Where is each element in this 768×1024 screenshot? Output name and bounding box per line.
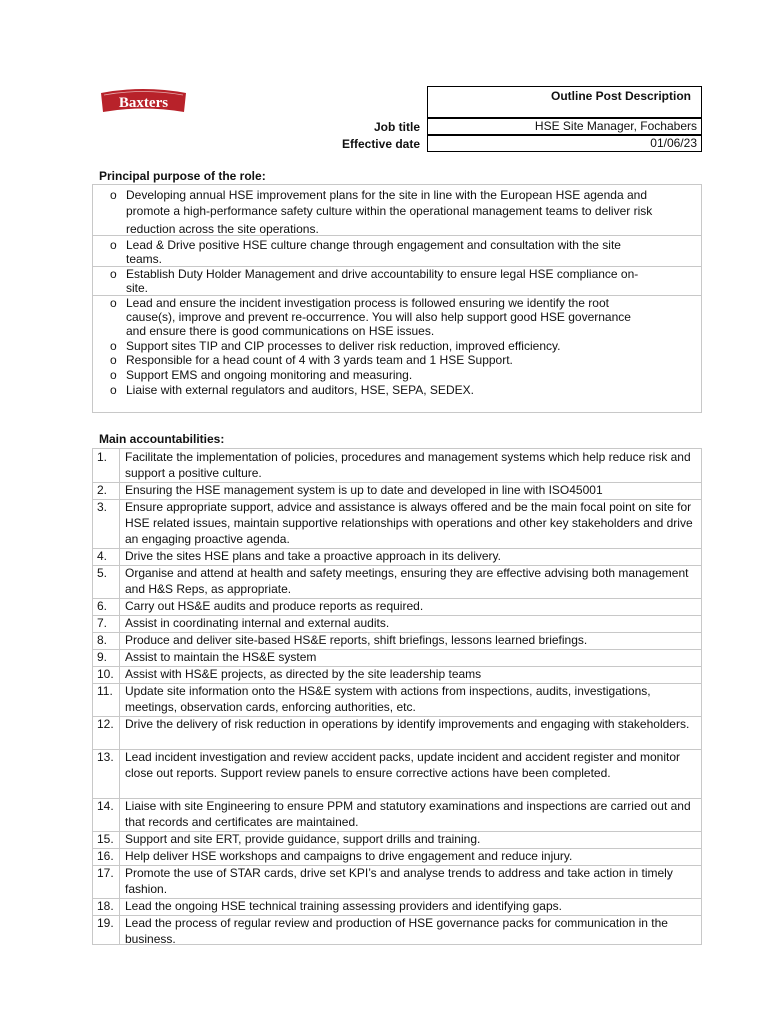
accountability-row xyxy=(93,865,701,899)
accountability-text: Organise and attend at health and safety meetings, ensuring they are effective advising both management and H&S Reps, as appropriate. xyxy=(125,566,689,596)
purpose-item xyxy=(93,235,701,267)
bullet-marker: o xyxy=(110,368,117,382)
accountability-text: Promote the use of STAR cards, drive set KPI’s and analyse trends to address and take action in timely fashion. xyxy=(125,866,673,896)
accountability-text: Assist in coordinating internal and external audits. xyxy=(125,616,390,630)
accountability-row xyxy=(93,615,701,633)
bullet-marker: o xyxy=(110,296,117,310)
accountability-row xyxy=(93,915,701,945)
accountability-number: 19. xyxy=(93,915,120,945)
accountability-row xyxy=(93,598,701,616)
accountability-text: Lead the process of regular review and production of HSE governance packs for communication in the business. xyxy=(125,916,668,946)
accountability-row xyxy=(93,482,701,500)
purpose-item-text: Responsible for a head count of 4 with 3 yards team and 1 HSE Support. xyxy=(126,353,513,367)
purpose-item-text: Lead & Drive positive HSE culture change through engagement and consultation with the site xyxy=(126,238,621,252)
purpose-item-text: Developing annual HSE improvement plans for the site in line with the European HSE agenda and xyxy=(126,188,647,202)
accountability-text: Ensure appropriate support, advice and assistance is always offered and be the main focal point on site for HSE related issues, maintain supportive relationships with operations and other key stakeholders and drive an engaging proactive agenda. xyxy=(125,500,693,546)
accountability-number: 8. xyxy=(93,632,120,649)
accountabilities-heading: Main accountabilities: xyxy=(99,432,225,446)
purpose-item-text: and ensure there is good communications on HSE issues. xyxy=(126,324,435,338)
bullet-marker: o xyxy=(110,339,117,353)
accountability-row xyxy=(93,565,701,599)
accountability-row xyxy=(93,898,701,916)
purpose-item-text: teams. xyxy=(126,252,163,266)
post-description-box xyxy=(427,86,702,118)
accountability-number: 18. xyxy=(93,898,120,915)
accountability-number: 11. xyxy=(93,683,120,716)
purpose-item-text: Establish Duty Holder Management and drive accountability to ensure legal HSE compliance on- xyxy=(126,267,639,281)
accountability-row xyxy=(93,632,701,650)
job-title-value: HSE Site Manager, Fochabers xyxy=(427,118,702,135)
bullet-marker: o xyxy=(110,383,117,397)
accountability-text: Liaise with site Engineering to ensure PPM and statutory examinations and inspections are carried out and that records and certificates are maintained. xyxy=(125,799,691,829)
accountability-number: 5. xyxy=(93,565,120,598)
purpose-list xyxy=(92,184,702,413)
accountability-number: 9. xyxy=(93,649,120,666)
job-title-label: Job title xyxy=(373,120,420,134)
accountability-text: Lead the ongoing HSE technical training assessing providers and identifying gaps. xyxy=(125,899,562,913)
purpose-item xyxy=(93,339,701,353)
purpose-item-text: promote a high-performance safety culture within the operational management teams to deliver risk xyxy=(126,204,653,218)
purpose-item-text: site. xyxy=(126,281,149,295)
accountability-text: Help deliver HSE workshops and campaigns to drive engagement and reduce injury. xyxy=(125,849,573,863)
purpose-item xyxy=(93,383,701,413)
bullet-marker: o xyxy=(110,238,117,252)
post-description-title: Outline Post Description xyxy=(550,89,691,103)
purpose-item-text: Support EMS and ongoing monitoring and measuring. xyxy=(126,368,413,382)
purpose-item xyxy=(93,185,701,236)
accountability-row xyxy=(93,649,701,667)
accountability-row xyxy=(93,749,701,799)
accountability-number: 6. xyxy=(93,598,120,615)
bullet-marker: o xyxy=(110,353,117,367)
accountability-text: Carry out HS&E audits and produce reports as required. xyxy=(125,599,424,613)
accountability-row xyxy=(93,449,701,483)
accountability-text: Produce and deliver site-based HS&E reports, shift briefings, lessons learned briefings. xyxy=(125,633,588,647)
accountability-number: 13. xyxy=(93,749,120,798)
accountability-row xyxy=(93,798,701,832)
accountability-text: Ensuring the HSE management system is up to date and developed in line with ISO45001 xyxy=(125,483,603,497)
accountability-text: Assist to maintain the HS&E system xyxy=(125,650,317,664)
accountability-row xyxy=(93,716,701,750)
accountability-text: Drive the delivery of risk reduction in operations by identify improvements and engaging with stakeholders. xyxy=(125,717,690,731)
accountability-number: 16. xyxy=(93,848,120,865)
accountability-number: 2. xyxy=(93,482,120,499)
accountability-number: 17. xyxy=(93,865,120,898)
accountability-text: Lead incident investigation and review accident packs, update incident and accident register and monitor close out reports. Support review panels to ensure corrective actions have been completed. xyxy=(125,750,681,780)
purpose-item xyxy=(93,353,701,368)
accountability-text: Support and site ERT, provide guidance, support drills and training. xyxy=(125,832,481,846)
accountability-number: 3. xyxy=(93,499,120,548)
effective-date-value: 01/06/23 xyxy=(427,135,702,152)
baxters-logo xyxy=(98,87,189,116)
accountability-row xyxy=(93,666,701,684)
bullet-marker: o xyxy=(110,188,117,202)
accountability-text: Facilitate the implementation of policies, procedures and management systems which help reduce risk and support a positive culture. xyxy=(125,450,691,480)
accountability-number: 15. xyxy=(93,831,120,848)
accountability-number: 4. xyxy=(93,548,120,565)
accountability-row xyxy=(93,683,701,717)
purpose-item xyxy=(93,266,701,296)
bullet-marker: o xyxy=(110,267,117,281)
accountabilities-table xyxy=(92,448,702,945)
accountability-text: Assist with HS&E projects, as directed by the site leadership teams xyxy=(125,667,482,681)
purpose-item-text: Support sites TIP and CIP processes to deliver risk reduction, improved efficiency. xyxy=(126,339,561,353)
accountability-text: Drive the sites HSE plans and take a proactive approach in its delivery. xyxy=(125,549,501,563)
accountability-row xyxy=(93,548,701,566)
accountability-row xyxy=(93,499,701,549)
purpose-item-text: reduction across the site operations. xyxy=(126,222,319,236)
accountability-number: 10. xyxy=(93,666,120,683)
accountability-number: 7. xyxy=(93,615,120,632)
accountability-number: 14. xyxy=(93,798,120,831)
accountability-row xyxy=(93,848,701,866)
purpose-item-text: Lead and ensure the incident investigation process is followed ensuring we identify the root xyxy=(126,296,609,310)
accountability-row xyxy=(93,831,701,849)
accountability-number: 12. xyxy=(93,716,120,749)
purpose-item xyxy=(93,295,701,339)
purpose-item xyxy=(93,368,701,383)
purpose-item-text: cause(s), improve and prevent re-occurrence. You will also help support good HSE governance xyxy=(126,310,631,324)
purpose-item-text: Liaise with external regulators and auditors, HSE, SEPA, SEDEX. xyxy=(126,383,474,397)
logo-text: Baxters xyxy=(118,95,169,111)
accountability-number: 1. xyxy=(93,449,120,482)
effective-date-label: Effective date xyxy=(341,137,420,151)
accountability-text: Update site information onto the HS&E system with actions from inspections, audits, investigations, meetings, observation cards, enforcing authorities, etc. xyxy=(125,684,651,714)
purpose-heading: Principal purpose of the role: xyxy=(99,169,266,183)
